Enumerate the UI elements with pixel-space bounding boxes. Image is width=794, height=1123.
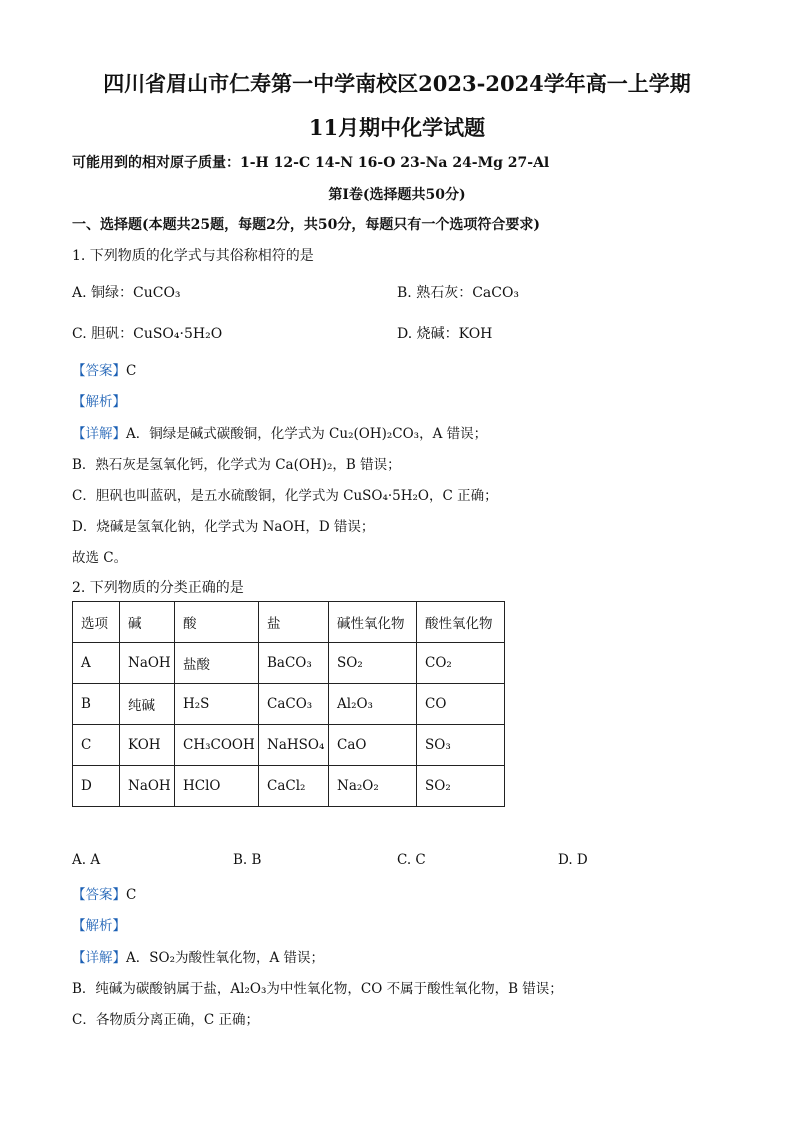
q2-detail-label: 【详解】: [72, 950, 126, 966]
table-cell: SO₂: [417, 766, 505, 807]
table-cell: KOH: [120, 725, 175, 766]
q1-option-b: B. 熟石灰：CaCO₃: [397, 285, 520, 301]
q1-option-c: C. 胆矾：CuSO₄·5H₂O: [72, 326, 223, 342]
q1-answer: [72, 359, 136, 379]
table-header-cell: 盐: [259, 602, 329, 643]
q2-option-b: B. B: [233, 852, 262, 868]
q1-option-a: A. 铜绿：CuCO₃: [72, 285, 181, 301]
table-cell: B: [73, 684, 120, 725]
q2-detail-line-2: B．纯碱为碳酸钠属于盐，Al₂O₃为中性氧化物，CO 不属于酸性氧化物，B 错误；: [72, 981, 563, 997]
table-cell: CO₂: [417, 643, 505, 684]
q1-stem: 1. 下列物质的化学式与其俗称相符的是: [72, 248, 314, 264]
table-cell: 纯碱: [120, 684, 175, 725]
q2-detail-line-1: [72, 946, 324, 966]
q2-detail-text-1: A．SO₂为酸性氧化物，A 错误；: [126, 950, 325, 966]
q2-option-c: C. C: [397, 852, 426, 868]
table-cell: SO₃: [417, 725, 505, 766]
table-cell: CH₃COOH: [175, 725, 259, 766]
table-cell: D: [73, 766, 120, 807]
q1-answer-label: 【答案】: [72, 363, 126, 379]
table-cell: Na₂O₂: [329, 766, 417, 807]
table-header-row: [73, 602, 505, 643]
section-title: 一、选择题(本题共25题，每题2分，共50分，每题只有一个选项符合要求): [72, 217, 540, 233]
q1-detail-line-2: B．熟石灰是氢氧化钙，化学式为 Ca(OH)₂，B 错误；: [72, 457, 401, 473]
table-header-cell: 碱: [120, 602, 175, 643]
table-cell: NaHSO₄: [259, 725, 329, 766]
table-cell: CaO: [329, 725, 417, 766]
table-cell: 盐酸: [175, 643, 259, 684]
title-line-2: 11月期中化学试题: [308, 115, 486, 140]
q2-detail-line-3: C．各物质分离正确，C 正确；: [72, 1012, 259, 1028]
table-cell: C: [73, 725, 120, 766]
volume-title: 第Ⅰ卷(选择题共50分): [328, 187, 466, 203]
q1-detail-line-1: [72, 422, 487, 442]
q1-detail-line-4: D．烧碱是氢氧化钠，化学式为 NaOH，D 错误；: [72, 519, 375, 535]
q1-detail-line-3: C．胆矾也叫蓝矾，是五水硫酸铜，化学式为 CuSO₄·5H₂O，C 正确；: [72, 488, 498, 504]
q2-answer: [72, 883, 136, 903]
q2-answer-value: C: [126, 887, 137, 903]
classification-table: [72, 601, 505, 807]
table-cell: BaCO₃: [259, 643, 329, 684]
title-line-1: 四川省眉山市仁寿第一中学南校区2023-2024学年高一上学期: [103, 71, 691, 96]
table-cell: SO₂: [329, 643, 417, 684]
q1-analysis-label: 【解析】: [72, 394, 126, 410]
table-cell: HClO: [175, 766, 259, 807]
table-header-cell: 选项: [73, 602, 120, 643]
table-cell: CaCl₂: [259, 766, 329, 807]
table-cell: H₂S: [175, 684, 259, 725]
q2-analysis-label: 【解析】: [72, 918, 126, 934]
table-cell: Al₂O₃: [329, 684, 417, 725]
table-cell: A: [73, 643, 120, 684]
table-cell: CaCO₃: [259, 684, 329, 725]
table-cell: NaOH: [120, 643, 175, 684]
table-cell: NaOH: [120, 766, 175, 807]
q2-answer-label: 【答案】: [72, 887, 126, 903]
q1-answer-value: C: [126, 363, 137, 379]
atomic-masses: 可能用到的相对原子质量：1-H 12-C 14-N 16-O 23-Na 24-Mg 27-Al: [72, 155, 550, 171]
table-row: [73, 684, 505, 725]
table-cell: CO: [417, 684, 505, 725]
q2-stem: 2. 下列物质的分类正确的是: [72, 580, 244, 596]
table-row: [73, 725, 505, 766]
q1-detail-text-1: A．铜绿是碱式碳酸铜，化学式为 Cu₂(OH)₂CO₃，A 错误；: [126, 426, 488, 442]
table-row: [73, 643, 505, 684]
table-header-cell: 酸性氧化物: [417, 602, 505, 643]
table-header-cell: 碱性氧化物: [329, 602, 417, 643]
table-header-cell: 酸: [175, 602, 259, 643]
q1-option-d: D. 烧碱：KOH: [397, 326, 493, 342]
q1-conclusion: 故选 C。: [72, 550, 128, 566]
q1-detail-label: 【详解】: [72, 426, 126, 442]
q2-option-a: A. A: [72, 852, 101, 868]
q2-option-d: D. D: [558, 852, 588, 868]
table-row: [73, 766, 505, 807]
